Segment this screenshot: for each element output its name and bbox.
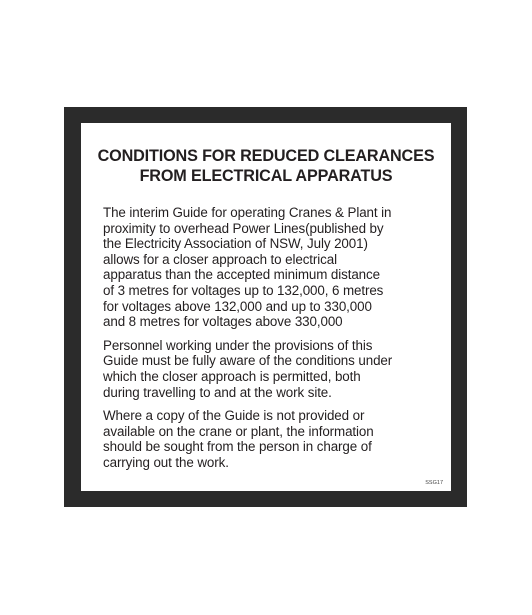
sign-title-line: CONDITIONS FOR REDUCED CLEARANCES bbox=[97, 147, 435, 165]
text-line: of 3 metres for voltages up to 132,000, 6 metres bbox=[103, 282, 384, 298]
text-line: proximity to overhead Power Lines(published by bbox=[103, 220, 384, 236]
paragraph-personnel bbox=[103, 338, 443, 400]
paragraph-guide bbox=[103, 205, 443, 330]
text-line: during travelling to and at the work site. bbox=[103, 384, 332, 400]
text-line: carrying out the work. bbox=[103, 454, 229, 470]
text-line: for voltages above 132,000 and up to 330,000 bbox=[103, 298, 372, 314]
text-line: and 8 metres for voltages above 330,000 bbox=[103, 314, 343, 330]
sign-panel bbox=[81, 123, 451, 491]
sign-title bbox=[81, 146, 451, 186]
text-line: Where a copy of the Guide is not provided or bbox=[103, 408, 365, 424]
sign-title-line: FROM ELECTRICAL APPARATUS bbox=[139, 167, 393, 185]
sign-body bbox=[103, 205, 443, 479]
text-line: Personnel working under the provisions of this bbox=[103, 337, 373, 353]
paragraph-copy bbox=[103, 408, 443, 470]
text-line: which the closer approach is permitted, both bbox=[103, 368, 361, 384]
text-line: The interim Guide for operating Cranes & Plant in bbox=[103, 205, 392, 220]
sign-code: SSG17 bbox=[425, 480, 443, 486]
text-line: apparatus than the accepted minimum distance bbox=[103, 267, 380, 283]
text-line: the Electricity Association of NSW, July 2001) bbox=[103, 236, 368, 252]
text-line: allows for a closer approach to electrical bbox=[103, 251, 337, 267]
text-line: available on the crane or plant, the information bbox=[103, 423, 374, 439]
safety-sign bbox=[64, 107, 467, 507]
text-line: should be sought from the person in charge of bbox=[103, 439, 372, 455]
text-line: Guide must be fully aware of the conditions under bbox=[103, 353, 393, 369]
